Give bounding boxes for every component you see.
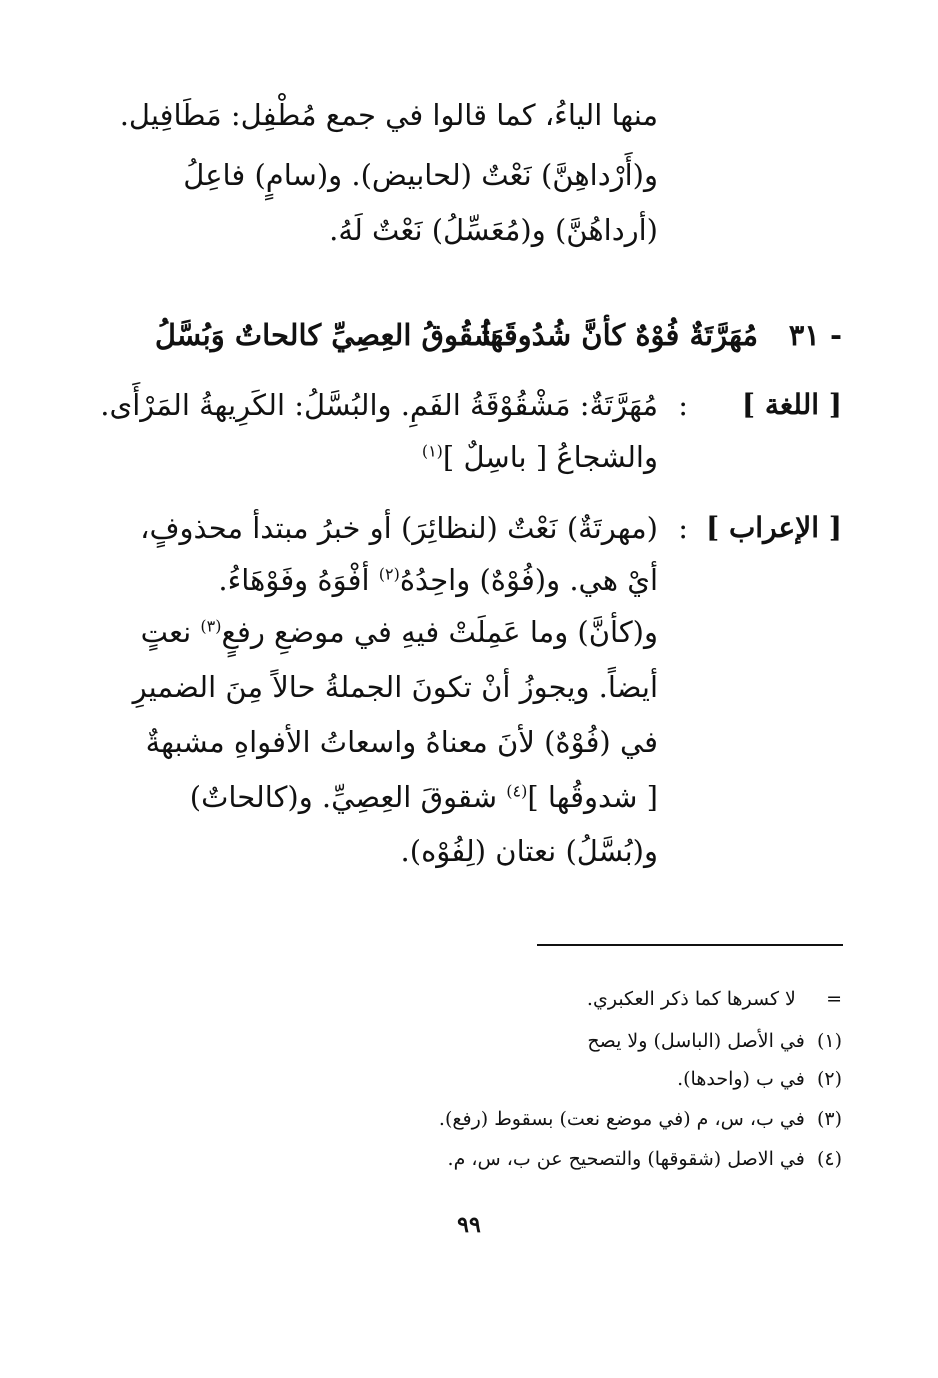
irab-line-text: نعتٍ: [140, 615, 192, 649]
section-separator: :: [678, 388, 688, 422]
page-number: ٩٩: [457, 1212, 481, 1238]
footnote: [587, 1030, 842, 1052]
footnote-ref: (٣): [200, 616, 222, 636]
irab-line: [218, 563, 658, 597]
footnote-ref: (١): [421, 441, 443, 461]
paragraph-line: و(أَرْداهِنَّ) نَعْتٌ (لحابيض). و(سامٍ) فاعِلُ: [183, 158, 658, 192]
irab-line-text: أفْوَهُ وفَوْهَاءُ.: [218, 563, 370, 597]
footnote-marker: (٣): [816, 1108, 842, 1130]
section-label-lugha: [ اللغة ]: [741, 388, 842, 421]
footnote-text: لا كسرها كما ذكر العكبري.: [586, 988, 796, 1010]
irab-line: (مهرتَةٌ) نَعْتٌ (لنظائِرَ) أو خبرُ مبتدأ محذوفٍ،: [140, 511, 658, 545]
paragraph-line: (أرداهُنَّ) و(مُعَسِّلُ) نَعْتٌ لَهُ.: [329, 213, 658, 247]
irab-line: [141, 615, 658, 649]
footnote-text: في الأصل (الباسل) ولا يصح: [587, 1030, 805, 1052]
footnote-rule: [537, 944, 843, 946]
footnote-marker: (٤): [816, 1148, 842, 1170]
irab-line-text: [ شدوقُها ]: [527, 780, 658, 814]
footnote: [587, 988, 842, 1010]
footnote-marker: (١): [816, 1030, 842, 1052]
lugha-line: [422, 440, 658, 474]
lugha-line-text: والشجاعُ [ باسِلٌ ]: [442, 440, 658, 474]
verse-second-hemistich: شُقُوقُ العِصِيِّ كالحاتٌ وَبُسَّلُ: [154, 318, 498, 352]
section-separator: :: [678, 511, 688, 545]
section-label-irab: [ الإعراب ]: [705, 511, 842, 544]
verse-first-hemistich: مُهَرَّتَةٌ فُوْهٌ كأنَّ شُدُوقَهَا: [481, 318, 758, 352]
footnote: [448, 1148, 842, 1170]
irab-line: و(بُسَّلُ) نعتان (لِفُوْه).: [400, 834, 658, 868]
footnote: [439, 1108, 842, 1130]
verse-number: ٣١ -: [788, 318, 842, 352]
irab-line-text: أيْ هي. و(فُوْهٌ) واحِدُهُ: [399, 563, 658, 597]
footnote-text: في ب، س، م (في موضع نعت) بسقوط (رفع).: [438, 1108, 805, 1130]
irab-line-text: شقوقَ العِصِيِّ. و(كالحاتٌ): [189, 780, 498, 814]
irab-line: أيضاً. ويجوزُ أنْ تكونَ الجملةُ حالاً مِنَ الضميرِ: [132, 670, 658, 704]
footnote-ref: (٤): [506, 781, 528, 801]
footnote-marker: (٢): [816, 1068, 842, 1090]
irab-line-text: و(كأنَّ) وما عَمِلَتْ فيهِ في موضعِ رفعٍ: [221, 615, 658, 649]
lugha-line: مُهَرَّتَةٌ: مَشْقُوْقَةُ الفَمِ. والبُسَّلُ: الكَرِيهةُ المَرْأَى.: [100, 388, 658, 422]
footnote-text: في الاصل (شقوقها) والتصحيح عن ب، س، م.: [447, 1148, 805, 1170]
footnote-text: في ب (واحدها).: [677, 1068, 805, 1090]
paragraph-line: منها الياءُ، كما قالوا في جمع مُطْفِل: مَطَافِيل.: [119, 98, 658, 132]
irab-line: في (فُوْهٌ) لأنَ معناهُ واسعاتُ الأفواهِ مشبهةٌ: [145, 725, 658, 759]
footnote: [677, 1068, 842, 1090]
footnote-ref: (٢): [378, 564, 400, 584]
irab-line: [190, 780, 658, 814]
footnote-marker: =: [826, 988, 842, 1010]
